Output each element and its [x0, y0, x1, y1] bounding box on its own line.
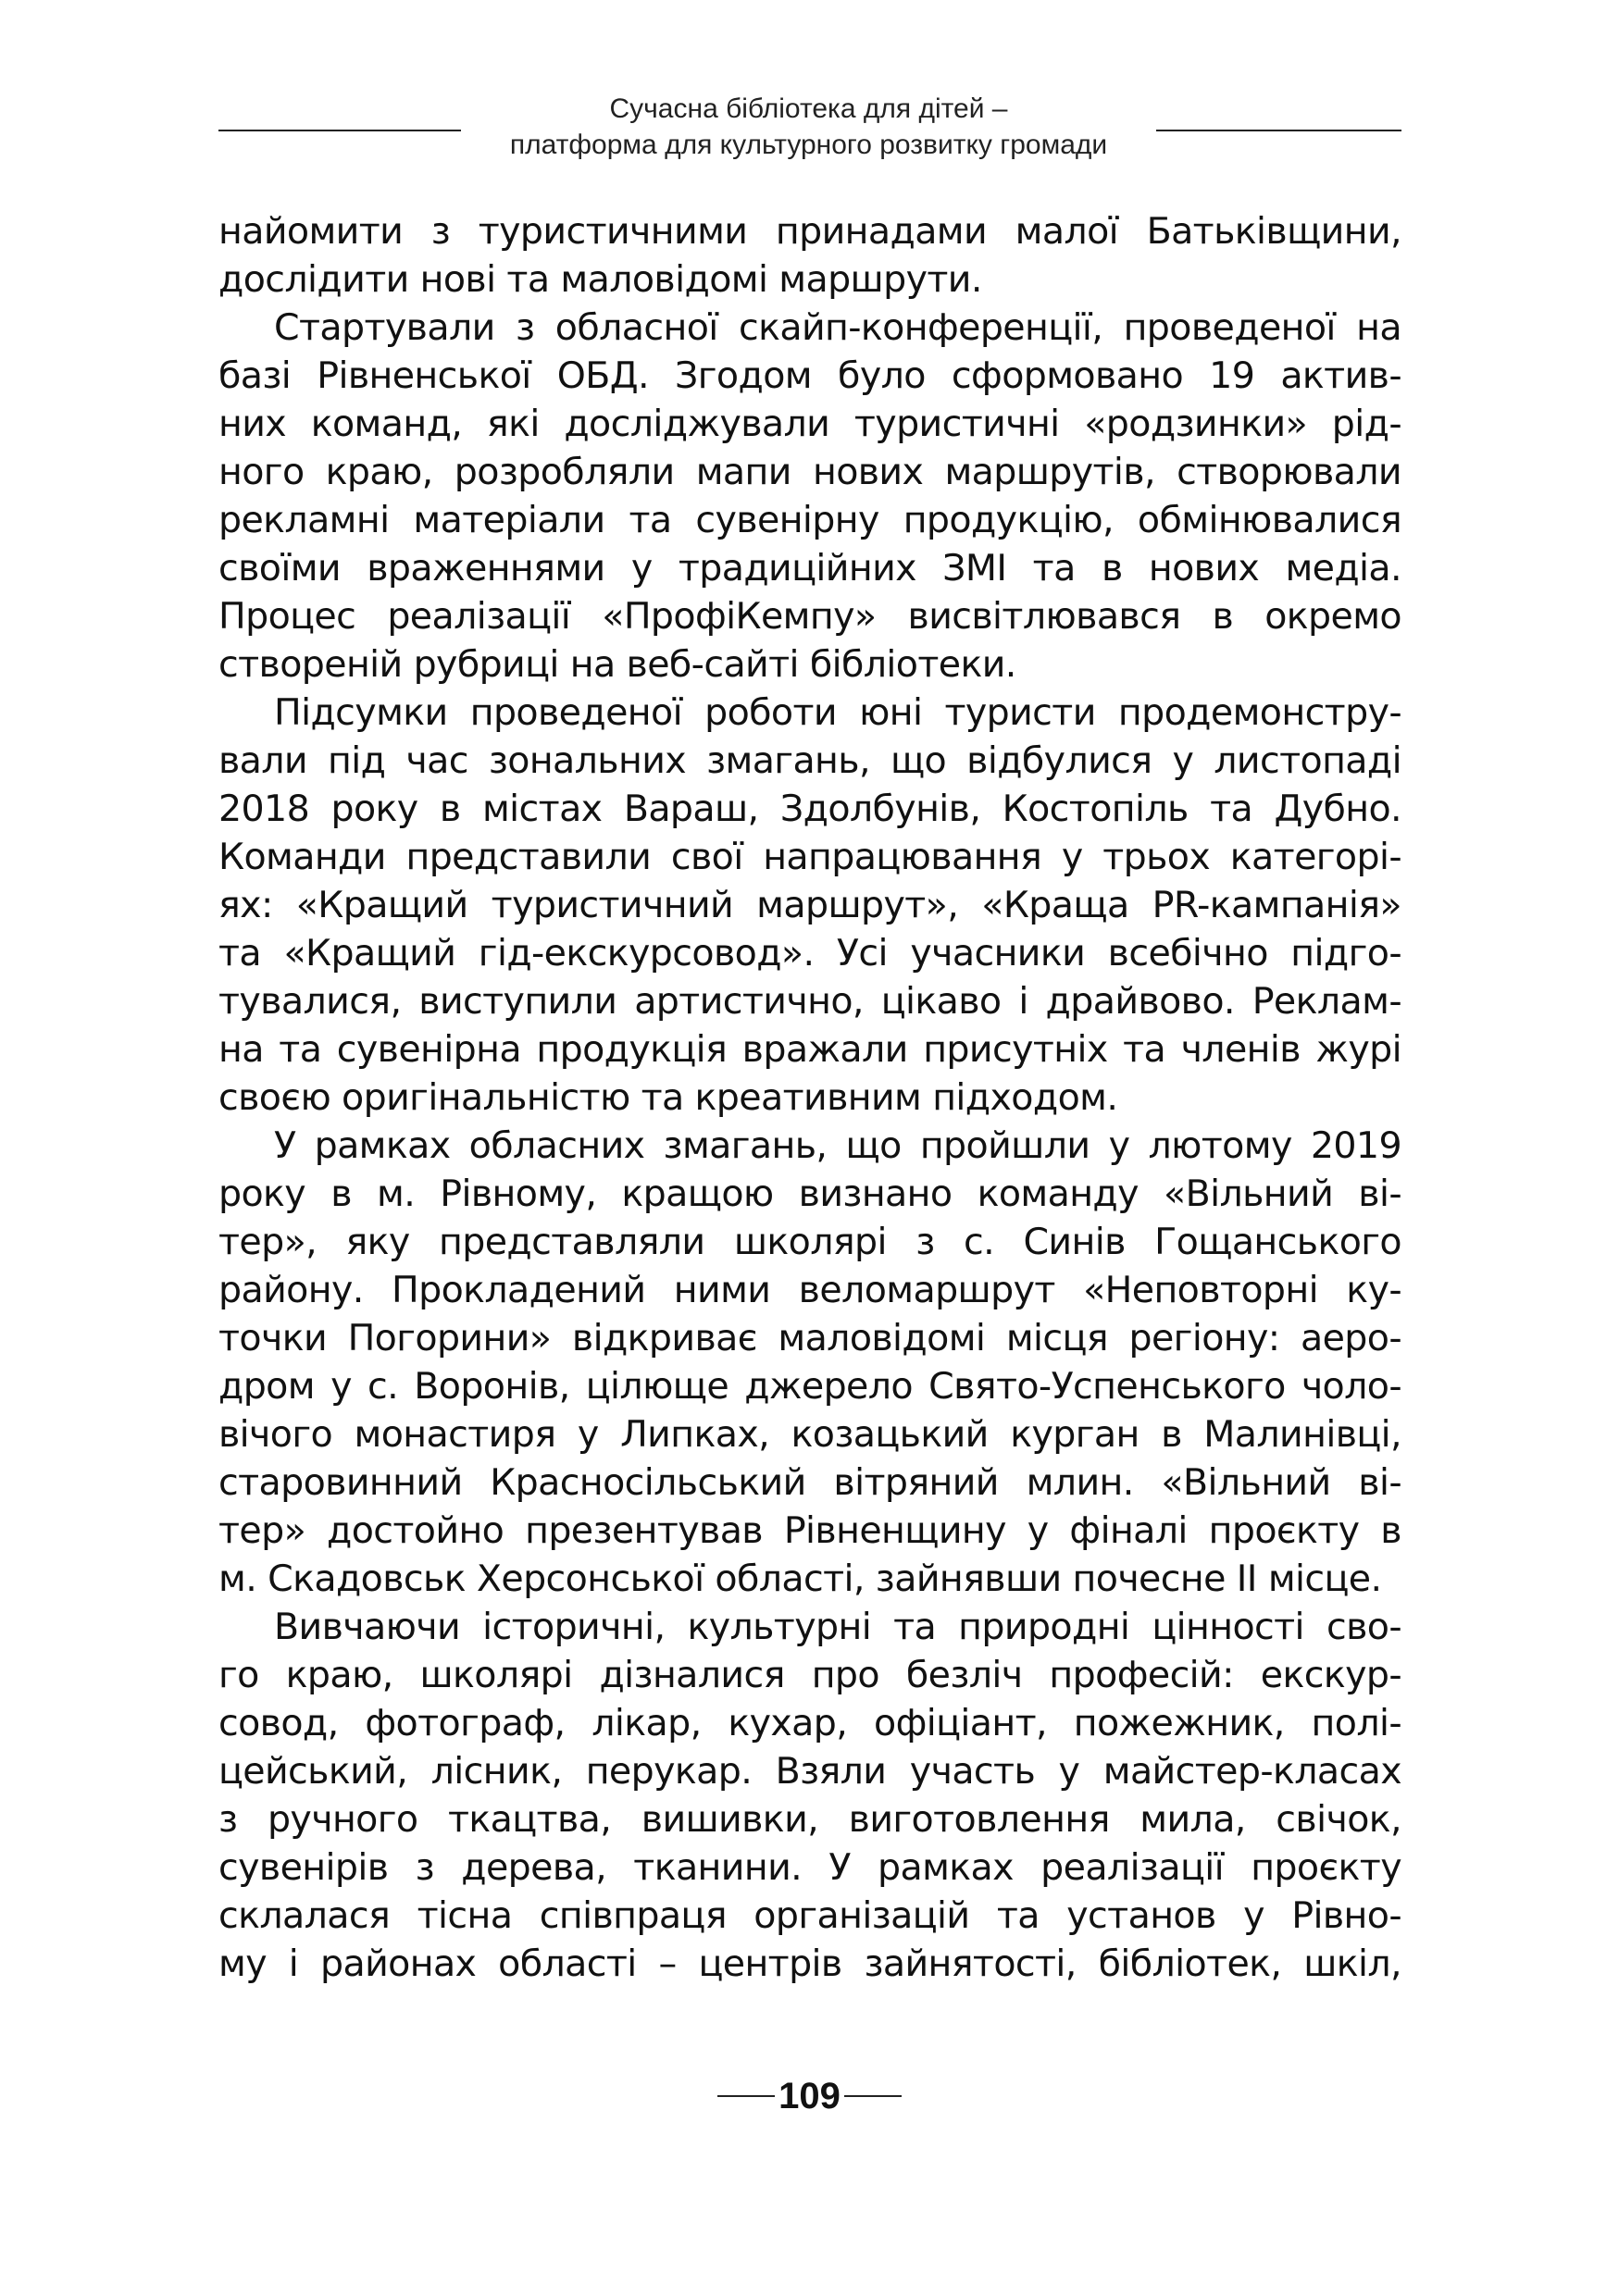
text-line: сувенірів з дерева, тканини. У рамках реалізації проєкту [218, 1846, 1401, 1889]
text-line: них команд, які досліджували туристичні «родзинки» рід- [218, 403, 1401, 445]
text-line: го краю, школярі дізналися про безліч професій: екскур- [218, 1654, 1401, 1696]
text-line: цейський, лісник, перукар. Взяли участь у майстер-класах [218, 1750, 1401, 1793]
text-line: тувалися, виступили артистично, цікаво і драйвово. Реклам- [218, 980, 1401, 1023]
text-line: 2018 року в містах Вараш, Здолбунів, Костопіль та Дубно. [218, 788, 1401, 830]
text-line: створеній рубриці на веб-сайті бібліотеки. [218, 643, 1016, 686]
text-line: вали під час зональних змагань, що відбулися у листопаді [218, 739, 1401, 782]
text-line: совод, фотограф, лікар, кухар, офіціант, пожежник, полі- [218, 1702, 1401, 1744]
running-header [218, 89, 1401, 172]
text-line: точки Погорини» відкриває маловідомі місця регіону: аеро- [218, 1317, 1401, 1359]
text-line: Підсумки проведеної роботи юні туристи продемонстру- [274, 691, 1401, 734]
header-title-line-1: Сучасна бібліотека для дітей – [609, 93, 1008, 124]
text-line: своїми враженнями у традиційних ЗМІ та в нових медіа. [218, 547, 1401, 590]
header-title [461, 91, 1156, 163]
text-line: року в м. Рівному, кращою визнано команду «Вільний ві- [218, 1173, 1401, 1215]
text-line: склалася тісна співпраця організацій та установ у Рівно- [218, 1894, 1401, 1937]
text-line: тер» достойно презентував Рівненщину у фіналі проєкту в [218, 1509, 1401, 1552]
page-folio [0, 2073, 1619, 2119]
text-line: своєю оригінальністю та креативним підходом. [218, 1076, 1118, 1119]
text-line: тер», яку представляли школярі з с. Синів Гощанського [218, 1221, 1401, 1263]
text-line: м. Скадовськ Херсонської області, зайнявши почесне ІІ місце. [218, 1558, 1382, 1600]
folio-dash-right [844, 2095, 902, 2097]
text-line: ях: «Кращий туристичний маршрут», «Краща PR-кампанія» [218, 884, 1401, 926]
text-line: з ручного ткацтва, вишивки, виготовлення мила, свічок, [218, 1798, 1401, 1841]
header-title-line-2: платформа для культурного розвитку громади [509, 130, 1108, 160]
text-line: дослідити нові та маловідомі маршрути. [218, 258, 982, 301]
header-rule-right [1156, 130, 1401, 131]
text-line: та «Кращий гід-екскурсовод». Усі учасники всебічно підго- [218, 932, 1401, 974]
text-line: ного краю, розробляли мапи нових маршрутів, створювали [218, 451, 1401, 493]
page-number: 109 [778, 2076, 841, 2116]
text-line: вічого монастиря у Липках, козацький курган в Малинівці, [218, 1413, 1401, 1456]
text-line: базі Рівненської ОБД. Згодом було сформовано 19 актив- [218, 354, 1401, 397]
text-line: старовинний Красносільський вітряний млин. «Вільний ві- [218, 1461, 1401, 1504]
text-line: Стартували з обласної скайп-конференції, проведеної на [274, 306, 1401, 349]
text-line: рекламні матеріали та сувенірну продукцію, обмінювалися [218, 499, 1401, 541]
body-text [218, 207, 1401, 1988]
text-line: району. Прокладений ними веломаршрут «Неповторні ку- [218, 1269, 1401, 1311]
text-line: на та сувенірна продукція вражали присутніх та членів журі [218, 1028, 1401, 1071]
text-line: му і районах області – центрів зайнятості, бібліотек, шкіл, [218, 1942, 1401, 1985]
folio-dash-left [717, 2095, 775, 2097]
text-line: Команди представили свої напрацювання у трьох категорі- [218, 836, 1401, 878]
text-line: найомити з туристичними принадами малої Батьківщини, [218, 210, 1401, 253]
header-rule-left [218, 130, 461, 131]
text-line: У рамках обласних змагань, що пройшли у лютому 2019 [274, 1124, 1401, 1167]
text-line: Процес реалізації «ПрофіКемпу» висвітлювався в окремо [218, 595, 1401, 638]
text-line: дром у с. Воронів, цілюще джерело Свято-Успенського чоло- [218, 1365, 1401, 1408]
text-line: Вивчаючи історичні, культурні та природні цінності сво- [274, 1606, 1401, 1648]
